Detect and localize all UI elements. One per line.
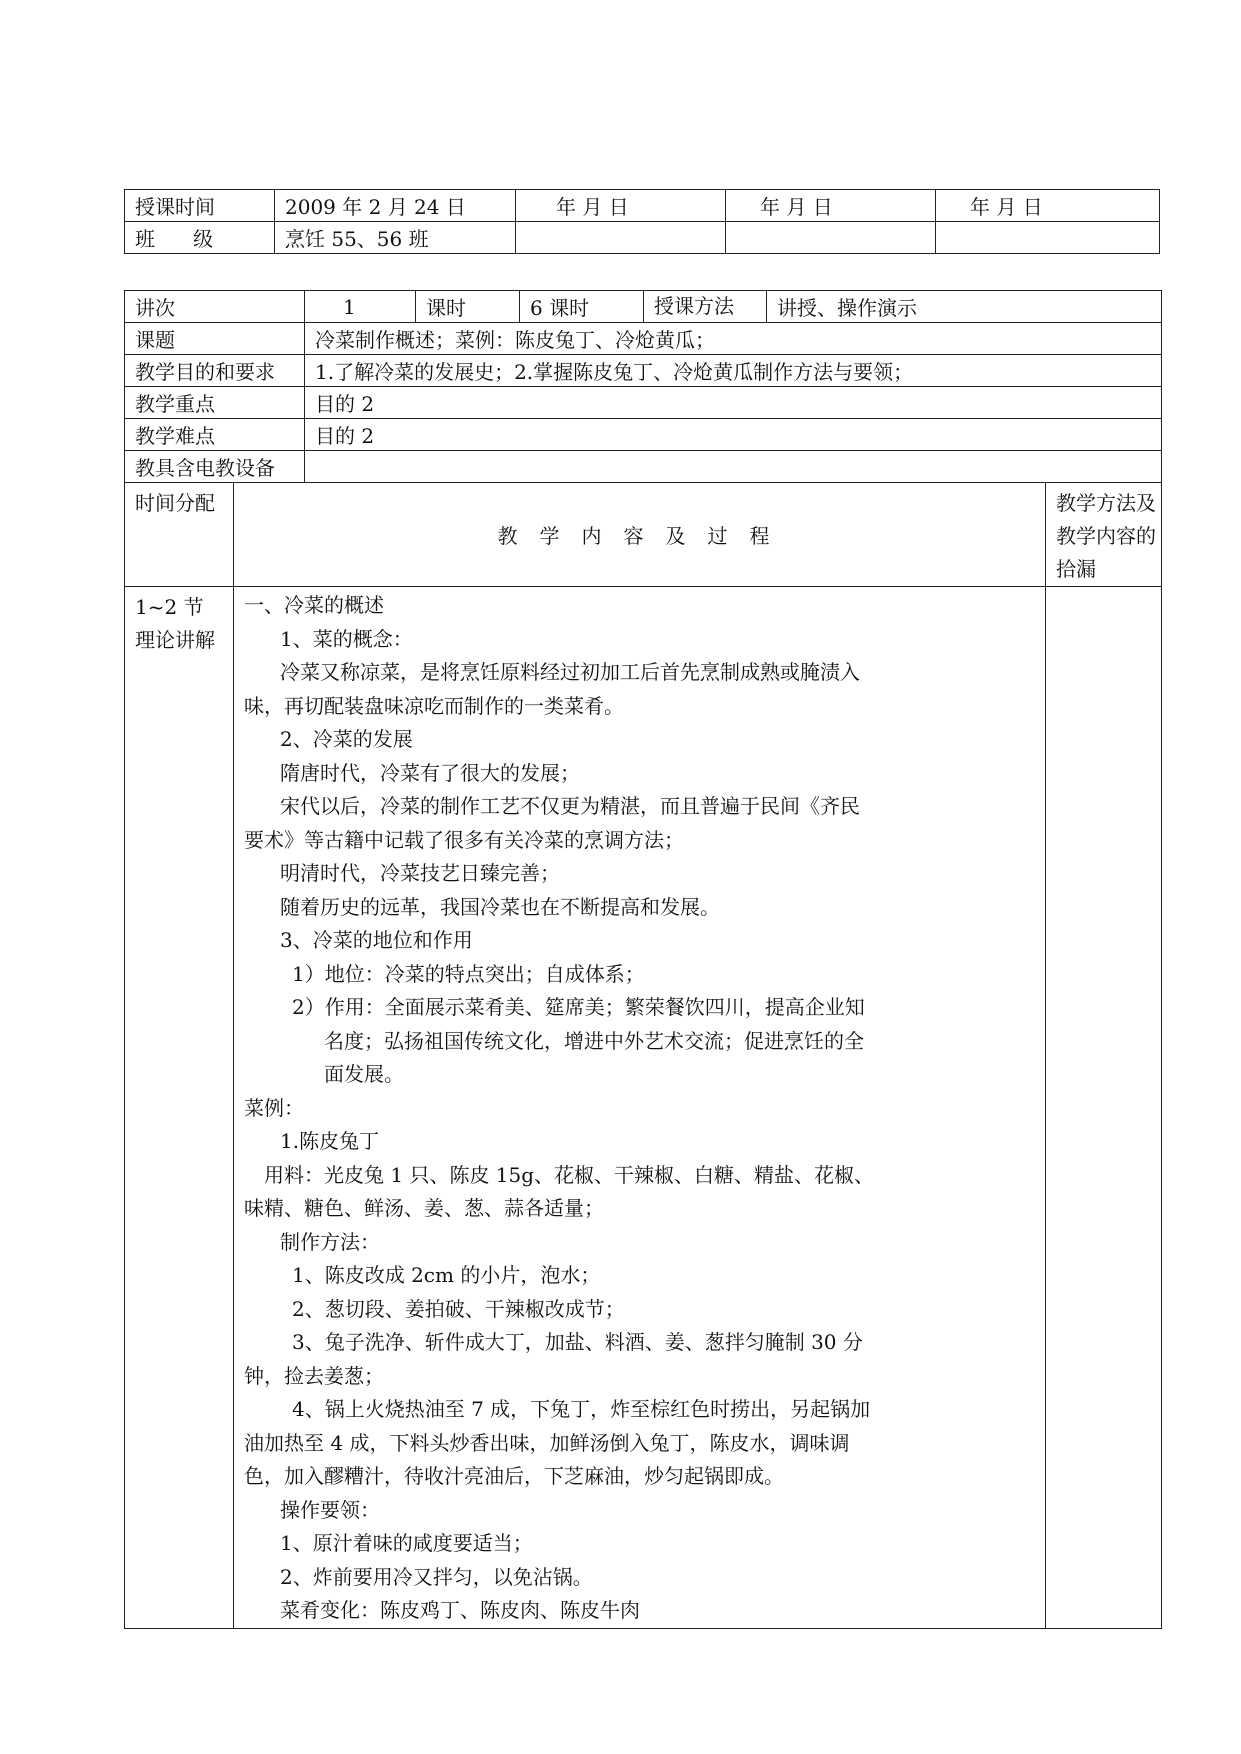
time-allocation-type: 理论讲解	[135, 628, 215, 652]
label-teaching-time: 授课时间	[125, 190, 275, 222]
label-teaching-content: 教学内容及过程	[234, 483, 1046, 587]
label-class: 班 级	[125, 222, 275, 254]
row-goal	[125, 355, 1162, 387]
content-line: 名度；弘扬祖国传统文化，增进中外艺术交流；促进烹饪的全	[324, 1028, 864, 1053]
content-line: 1、原汁着味的咸度要适当；	[280, 1531, 533, 1555]
content-line: 要术》等古籍中记载了很多有关冷菜的烹调方法；	[244, 827, 684, 852]
topic-value: 冷菜制作概述；菜例：陈皮兔丁、冷炝黄瓜；	[305, 323, 1162, 355]
content-line: 1、菜的概念：	[280, 626, 413, 651]
lecture-number: 1	[305, 291, 416, 323]
content-line: 2、炸前要用冷又拌匀，以免沾锅。	[280, 1564, 593, 1589]
date-cell-1: 2009 年 2 月 24 日	[275, 190, 516, 222]
content-line: 用料：光皮兔 1 只、陈皮 15g、花椒、干辣椒、白糖、精盐、花椒、	[264, 1162, 875, 1187]
row-content-body	[125, 587, 1162, 1629]
content-line: 味，再切配装盘味凉吃而制作的一类菜肴。	[244, 693, 624, 718]
schedule-row-time	[125, 190, 1160, 222]
content-line: 冷菜又称凉菜，是将烹饪原料经过初加工后首先烹制成熟或腌渍入	[280, 660, 860, 684]
row-key	[125, 387, 1162, 419]
label-key: 教学重点	[125, 387, 305, 419]
label-method-notes: 教学方法及教学内容的拾漏	[1046, 483, 1162, 587]
content-line: 随着历史的远革，我国冷菜也在不断提高和发展。	[280, 894, 720, 919]
content-line: 2）作用：全面展示菜肴美、筵席美；繁荣餐饮四川，提高企业知	[292, 995, 865, 1019]
content-line: 明清时代，冷菜技艺日臻完善；	[280, 861, 560, 885]
content-line: 菜例：	[244, 1095, 304, 1120]
method-notes-cell	[1046, 587, 1162, 1629]
label-difficult: 教学难点	[125, 419, 305, 451]
empty-cell	[936, 222, 1160, 254]
content-line: 味精、糖色、鲜汤、姜、葱、蒜各适量；	[244, 1196, 604, 1220]
time-allocation-periods: 1~2 节	[135, 595, 204, 619]
date-cell-2: 年 月 日	[516, 190, 726, 222]
empty-cell	[726, 222, 936, 254]
equipment-value	[305, 451, 1162, 483]
content-line: 面发展。	[324, 1062, 404, 1086]
row-equipment	[125, 451, 1162, 483]
content-line: 2、葱切段、姜拍破、干辣椒改成节；	[292, 1296, 625, 1321]
label-method-text: 授课方法	[644, 291, 767, 322]
goal-value: 1.了解冷菜的发展史；2.掌握陈皮兔丁、冷炝黄瓜制作方法与要领；	[305, 355, 1162, 387]
content-line: 隋唐时代，冷菜有了很大的发展；	[280, 760, 580, 785]
method-cell	[644, 291, 1162, 323]
content-line: 1.陈皮兔丁	[280, 1129, 380, 1153]
teaching-content-body	[234, 587, 1046, 1629]
row-lecture	[125, 291, 1162, 323]
content-line: 1、陈皮改成 2cm 的小片，泡水；	[292, 1263, 601, 1287]
label-hours: 课时	[416, 291, 520, 323]
schedule-row-class	[125, 222, 1160, 254]
content-line: 2、冷菜的发展	[280, 727, 413, 751]
content-line: 色，加入醪糟汁，待收汁亮油后，下芝麻油，炒匀起锅即成。	[244, 1464, 784, 1488]
date-cell-3: 年 月 日	[726, 190, 936, 222]
empty-cell	[516, 222, 726, 254]
row-topic	[125, 323, 1162, 355]
content-line: 一、冷菜的概述	[244, 593, 384, 617]
time-allocation-cell	[125, 587, 234, 1629]
lesson-plan-table	[124, 290, 1162, 1629]
label-goal: 教学目的和要求	[125, 355, 305, 387]
content-line: 钟，捡去姜葱；	[244, 1363, 384, 1388]
row-difficult	[125, 419, 1162, 451]
content-line: 操作要领：	[280, 1497, 380, 1522]
label-topic: 课题	[125, 323, 305, 355]
key-value: 目的 2	[305, 387, 1162, 419]
method-value: 讲授、操作演示	[777, 296, 917, 320]
class-value: 烹饪 55、56 班	[275, 222, 516, 254]
content-line: 3、冷菜的地位和作用	[280, 928, 473, 952]
content-line: 1）地位：冷菜的特点突出；自成体系；	[292, 961, 645, 986]
content-line: 制作方法：	[280, 1229, 380, 1254]
content-line: 菜肴变化：陈皮鸡丁、陈皮肉、陈皮牛肉	[280, 1598, 640, 1622]
label-lecture: 讲次	[125, 291, 305, 323]
schedule-table	[124, 189, 1160, 254]
content-line: 4、锅上火烧热油至 7 成，下兔丁，炸至棕红色时捞出，另起锅加	[292, 1397, 871, 1421]
content-line: 油加热至 4 成，下料头炒香出味，加鲜汤倒入兔丁，陈皮水，调味调	[244, 1430, 850, 1455]
label-equipment: 教具含电教设备	[125, 451, 305, 483]
date-cell-4: 年 月 日	[936, 190, 1160, 222]
row-content-header	[125, 483, 1162, 587]
content-line: 3、兔子洗净、斩件成大丁，加盐、料酒、姜、葱拌匀腌制 30 分	[292, 1330, 863, 1354]
hours-value: 6 课时	[520, 291, 644, 323]
content-line: 宋代以后，冷菜的制作工艺不仅更为精湛，而且普遍于民间《齐民	[280, 794, 860, 818]
label-time-allocation: 时间分配	[125, 483, 234, 587]
difficult-value: 目的 2	[305, 419, 1162, 451]
